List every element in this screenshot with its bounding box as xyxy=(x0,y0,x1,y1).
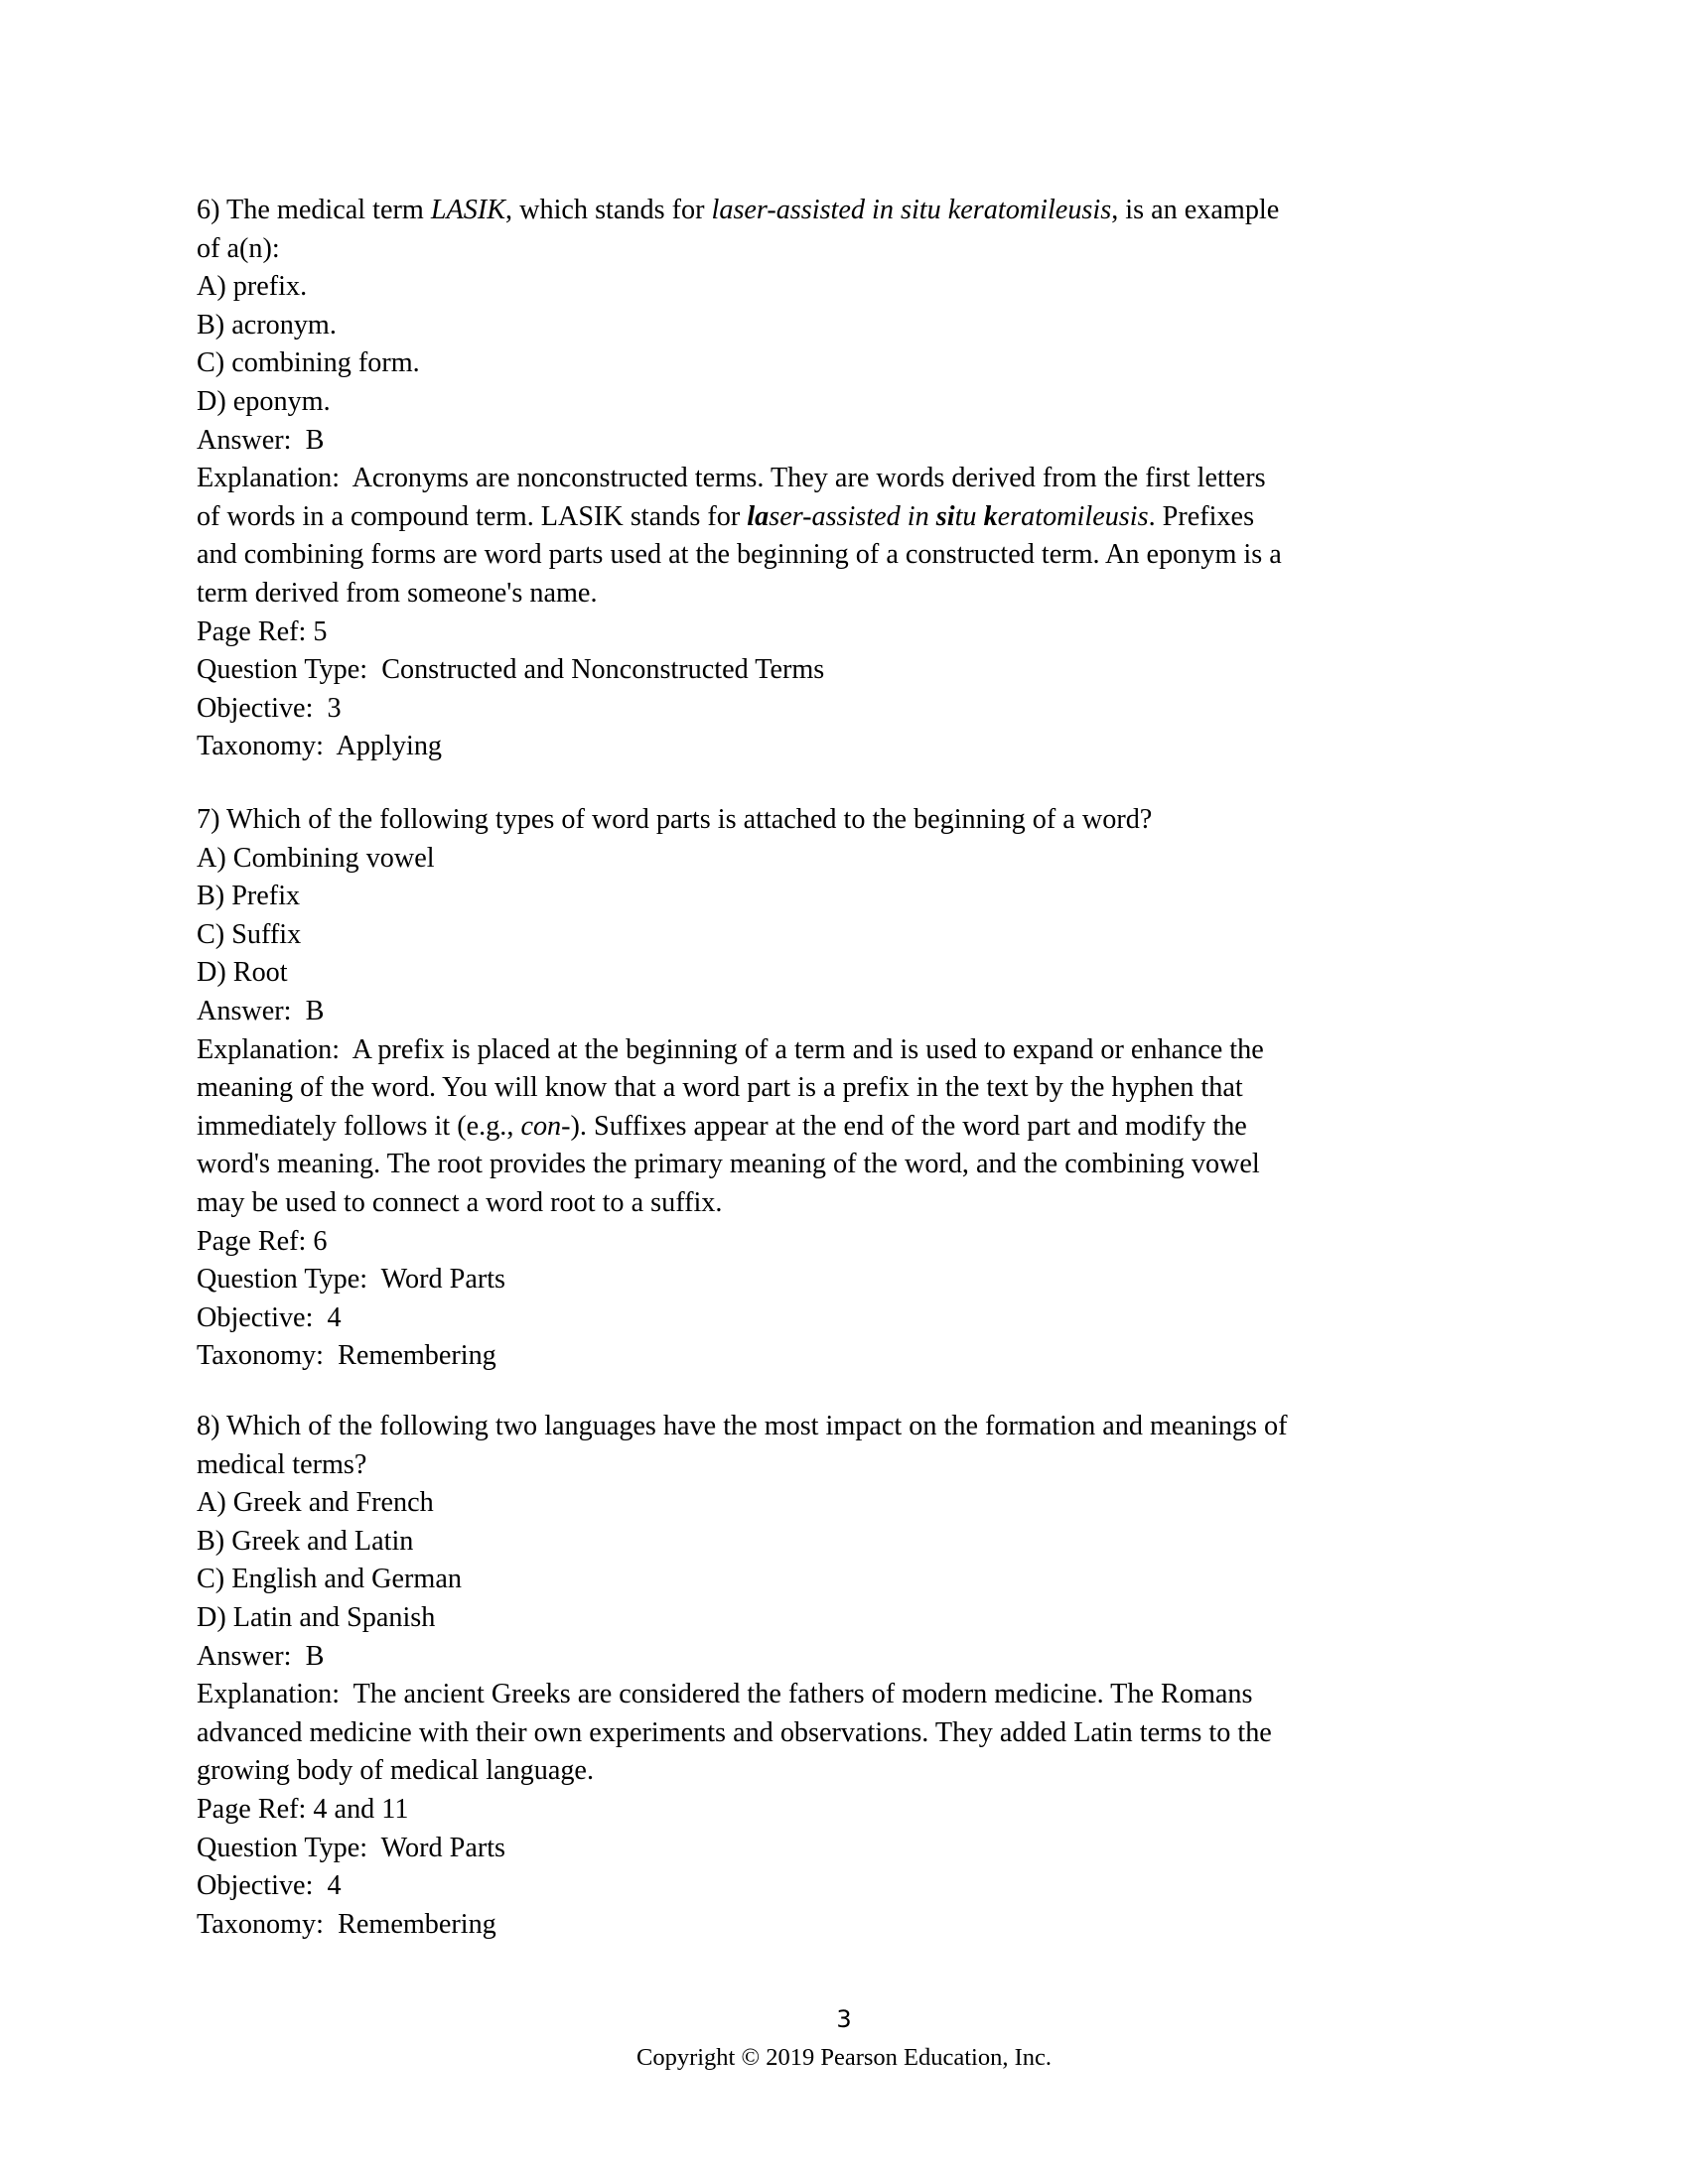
option-d: D) Latin and Spanish xyxy=(197,1601,436,1633)
answer: Answer: B xyxy=(197,1640,325,1672)
question-stem-line: of a(n): xyxy=(197,232,280,264)
copyright-notice: Copyright © 2019 Pearson Education, Inc. xyxy=(635,2044,1053,2071)
explanation-text: ). Suffixes appear at the end of the word part and modify the xyxy=(570,1110,1247,1142)
objective: Objective: 4 xyxy=(197,1301,342,1333)
option-b: B) Prefix xyxy=(197,881,301,912)
acronym-letters-bold: si xyxy=(935,500,955,532)
option-b: B) Greek and Latin xyxy=(197,1525,414,1557)
taxonomy: Taxonomy: Remembering xyxy=(197,1340,496,1372)
page-number: 3 xyxy=(836,2005,852,2033)
question-type: Question Type: Constructed and Nonconstructed Terms xyxy=(197,654,825,686)
option-d: D) eponym. xyxy=(197,385,331,417)
question-stem-line: medical terms? xyxy=(197,1448,367,1480)
explanation-line: word's meaning. The root provides the primary meaning of the word, and the combining vowel xyxy=(197,1149,1260,1180)
question-type: Question Type: Word Parts xyxy=(197,1832,506,1863)
taxonomy: Taxonomy: Applying xyxy=(197,731,443,762)
stem-text: , is an example xyxy=(1111,195,1280,225)
prefix-example-italic: con- xyxy=(520,1110,571,1142)
explanation-line xyxy=(197,498,1507,537)
explanation-line: term derived from someone's name. xyxy=(197,577,598,609)
explanation-line: and combining forms are word parts used at the beginning of a constructed term. An eponym is a xyxy=(197,539,1282,571)
explanation-line: meaning of the word. You will know that a word part is a prefix in the text by the hyphen that xyxy=(197,1072,1243,1104)
taxonomy: Taxonomy: Remembering xyxy=(197,1908,496,1940)
option-a: A) Greek and French xyxy=(197,1487,434,1519)
option-a: A) prefix. xyxy=(197,271,308,303)
explanation-line: growing body of medical language. xyxy=(197,1755,594,1787)
explanation-line xyxy=(197,1108,1507,1147)
page-ref: Page Ref: 5 xyxy=(197,615,328,647)
stem-expansion-italic: laser-assisted in situ keratomileusis xyxy=(711,195,1112,225)
question-stem-line: 7) Which of the following types of word parts is attached to the beginning of a word? xyxy=(197,804,1153,835)
option-c: C) English and German xyxy=(197,1564,462,1595)
option-a: A) Combining vowel xyxy=(197,842,435,874)
stem-term-italic: LASIK xyxy=(430,195,506,225)
question-8 xyxy=(197,1408,1507,1944)
explanation-line: Explanation: Acronyms are nonconstructed terms. They are words derived from the first letters xyxy=(197,463,1266,494)
question-7 xyxy=(197,801,1507,1376)
explanation-line: Explanation: A prefix is placed at the beginning of a term and is used to expand or enhance the xyxy=(197,1033,1264,1065)
option-b: B) acronym. xyxy=(197,309,337,341)
acronym-letters-bold: la xyxy=(747,500,770,532)
page-ref: Page Ref: 6 xyxy=(197,1225,328,1257)
question-stem-line: 8) Which of the following two languages have the most impact on the formation and meanings of xyxy=(197,1411,1288,1441)
objective: Objective: 4 xyxy=(197,1870,342,1902)
explanation-text: immediately follows it (e.g., xyxy=(197,1110,521,1142)
stem-text: 6) The medical term xyxy=(197,195,431,225)
expansion-italic: eratomileusis xyxy=(997,500,1149,532)
expansion-italic: ser-assisted in xyxy=(769,500,936,532)
question-6 xyxy=(197,192,1507,766)
objective: Objective: 3 xyxy=(197,692,342,724)
explanation-line: Explanation: The ancient Greeks are considered the fathers of modern medicine. The Romans xyxy=(197,1679,1253,1710)
option-c: C) Suffix xyxy=(197,918,302,950)
question-stem-line xyxy=(197,192,1507,230)
answer: Answer: B xyxy=(197,424,325,456)
page-ref: Page Ref: 4 and 11 xyxy=(197,1793,409,1825)
explanation-text: of words in a compound term. LASIK stands for xyxy=(197,500,748,532)
explanation-line: advanced medicine with their own experiments and observations. They added Latin terms to the xyxy=(197,1716,1272,1748)
explanation-text: . Prefixes xyxy=(1148,500,1255,532)
question-type: Question Type: Word Parts xyxy=(197,1264,506,1296)
option-d: D) Root xyxy=(197,957,288,989)
option-c: C) combining form. xyxy=(197,347,420,379)
answer: Answer: B xyxy=(197,995,325,1026)
explanation-line: may be used to connect a word root to a suffix. xyxy=(197,1186,723,1218)
acronym-letters-bold: k xyxy=(983,500,998,532)
stem-text: , which stands for xyxy=(505,195,712,225)
expansion-italic: tu xyxy=(954,500,984,532)
